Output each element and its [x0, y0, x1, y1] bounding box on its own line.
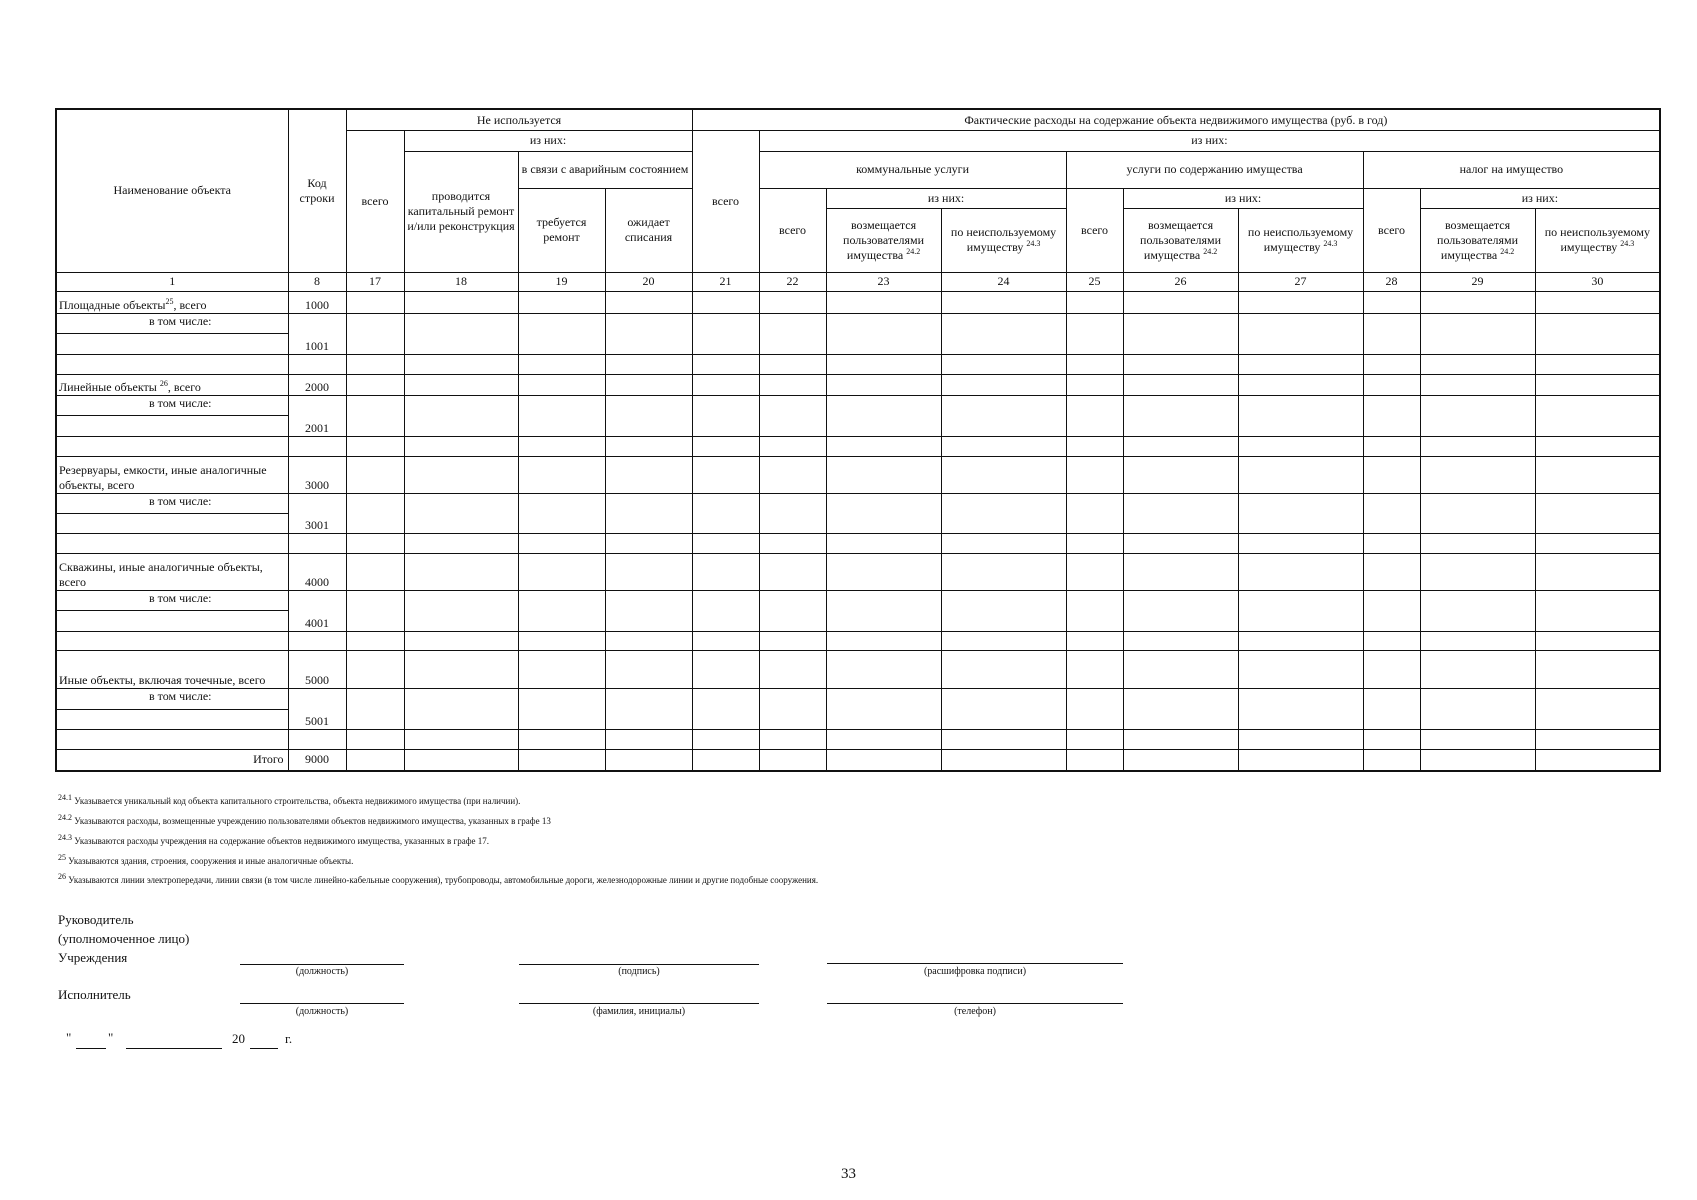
column-number: 20	[605, 272, 692, 292]
table-row	[56, 631, 1660, 651]
header-row-code: Код строки	[288, 109, 346, 272]
header-tax-unused: по неиспользуемому имуществу $^{24.3}$	[1535, 209, 1660, 273]
executor-position-caption: (должность)	[295, 1006, 349, 1017]
column-number: 1	[56, 272, 288, 292]
header-utilities: коммунальные услуги	[759, 151, 1066, 188]
signature-caption: (подпись)	[618, 966, 660, 977]
row-code: 2001	[288, 395, 346, 436]
header-maintenance-total: всего	[1066, 188, 1123, 272]
header-maintenance-of-them: из них:	[1123, 188, 1363, 209]
table-row	[56, 494, 1660, 514]
phone-line[interactable]	[827, 1003, 1123, 1004]
page-number: 33	[841, 1166, 856, 1182]
date-year-prefix: 20	[232, 1031, 245, 1046]
table-row	[56, 553, 1660, 590]
column-number: 19	[518, 272, 605, 292]
header-tax-reimbursed: возмещается пользователями имущества $^{24.2}$	[1420, 209, 1535, 273]
table-row	[56, 730, 1660, 750]
column-number: 23	[826, 272, 941, 292]
column-number: 8	[288, 272, 346, 292]
header-expenses-total: всего	[692, 131, 759, 273]
executor-name-line[interactable]	[519, 1003, 759, 1004]
header-utilities-of-them: из них:	[826, 188, 1066, 209]
table-row	[56, 436, 1660, 457]
header-not-used-total: всего	[346, 131, 404, 273]
column-number: 22	[759, 272, 826, 292]
column-number: 28	[1363, 272, 1420, 292]
column-number: 18	[404, 272, 518, 292]
footnote: $^{25}$ Указываются здания, строения, сооружения и иные аналогичные объекты.	[58, 853, 354, 866]
header-tax-of-them: из них:	[1420, 188, 1660, 209]
row-code: 4001	[288, 590, 346, 631]
signature-line[interactable]	[519, 964, 759, 965]
header-property-tax: налог на имущество	[1363, 151, 1660, 188]
footnote: $^{24.1}$ Указывается уникальный код объекта капитального строительства, объекта недвижимого имущества (при наличии).	[58, 793, 521, 806]
row-code: 5000	[288, 651, 346, 689]
header-emergency: в связи с аварийным состоянием	[518, 151, 692, 188]
row-label: Резервуары, емкости, иные аналогичные объекты, всего	[56, 457, 288, 494]
head-label: Руководитель (уполномоченное лицо) Учреждения	[58, 912, 190, 965]
row-code: 4000	[288, 553, 346, 590]
table-row	[56, 375, 1660, 396]
executor-position-line[interactable]	[240, 1003, 404, 1004]
header-tax-total: всего	[1363, 188, 1420, 272]
row-label-incl: в том числе:	[56, 494, 288, 514]
date-quote-open: "	[66, 1030, 72, 1045]
table-row	[56, 534, 1660, 554]
position-caption: (должность)	[295, 966, 349, 977]
header-expenses-of-them: из них:	[759, 131, 1660, 152]
date-year-suffix: г.	[285, 1031, 293, 1046]
footnote: $^{26}$ Указываются линии электропередачи, линии связи (в том числе линейно-кабельные сооружения), трубопроводы, автомобильные дороги, железнодорожные линии и другие подобные сооружения.	[58, 872, 819, 885]
column-number: 29	[1420, 272, 1535, 292]
row-label: Скважины, иные аналогичные объекты, всего	[56, 553, 288, 590]
row-code: 1000	[288, 292, 346, 314]
header-maintenance-reimbursed: возмещается пользователями имущества $^{24.2}$	[1123, 209, 1238, 273]
date-month-line[interactable]	[126, 1048, 222, 1049]
table-row	[56, 651, 1660, 689]
column-number: 30	[1535, 272, 1660, 292]
row-code: 2000	[288, 375, 346, 396]
position-line[interactable]	[240, 964, 404, 965]
table-row	[56, 354, 1660, 375]
table-row	[56, 590, 1660, 611]
date-day-line[interactable]	[76, 1048, 106, 1049]
header-object-name: Наименование объекта	[56, 109, 288, 272]
header-maintenance-unused: по неиспользуемому имуществу $^{24.3}$	[1238, 209, 1363, 273]
row-label-incl: в том числе:	[56, 395, 288, 416]
table-row	[56, 395, 1660, 416]
expenses-table	[55, 108, 1661, 772]
column-number: 27	[1238, 272, 1363, 292]
decryption-line[interactable]	[827, 963, 1123, 964]
decryption-caption: (расшифровка подписи)	[923, 966, 1027, 977]
header-actual-expenses: Фактические расходы на содержание объекта недвижимого имущества (руб. в год)	[692, 109, 1660, 131]
header-writeoff: ожидает списания	[605, 188, 692, 272]
row-label-incl: в том числе:	[56, 313, 288, 334]
footnote: $^{24.2}$ Указываются расходы, возмещенные учреждению пользователями объектов недвижимого имущества, указанных в графе 13	[58, 813, 551, 826]
header-not-used: Не используется	[346, 109, 692, 131]
table-row	[56, 292, 1660, 314]
header-utilities-reimbursed: возмещается пользователями имущества $^{24.2}$	[826, 209, 941, 273]
column-number: 24	[941, 272, 1066, 292]
row-label: Линейные объекты $^{26}$, всего	[56, 375, 288, 396]
header-repair-needed: требуется ремонт	[518, 188, 605, 272]
row-code: 1001	[288, 313, 346, 354]
column-number: 17	[346, 272, 404, 292]
date-quote-close: "	[108, 1030, 114, 1045]
executor-name-caption: (фамилия, инициалы)	[592, 1006, 686, 1017]
row-label: Площадные объекты$^{25}$, всего	[56, 292, 288, 314]
row-label-incl: в том числе:	[56, 590, 288, 611]
date-year-line[interactable]	[250, 1048, 278, 1049]
header-utilities-total: всего	[759, 188, 826, 272]
executor-label: Исполнитель	[58, 987, 131, 1002]
table-row	[56, 313, 1660, 334]
row-code: 3001	[288, 494, 346, 534]
row-code: 3000	[288, 457, 346, 494]
row-code: 5001	[288, 689, 346, 730]
table-row	[56, 689, 1660, 710]
row-label: Иные объекты, включая точечные, всего	[56, 651, 288, 689]
row-code: 9000	[288, 749, 346, 771]
row-label-incl: в том числе:	[56, 689, 288, 710]
header-utilities-unused: по неиспользуемому имуществу $^{24.3}$	[941, 209, 1066, 273]
column-numbers-row	[56, 272, 1660, 292]
header-maintenance: услуги по содержанию имущества	[1066, 151, 1363, 188]
header-capital-repair: проводится капитальный ремонт и/или реконструкция	[404, 151, 518, 272]
footnote: $^{24.3}$ Указываются расходы учреждения на содержание объектов недвижимого имущества, указанных в графе 17.	[58, 833, 490, 846]
table-row	[56, 457, 1660, 494]
total-label: Итого	[56, 749, 288, 771]
column-number: 21	[692, 272, 759, 292]
header-not-used-of-them: из них:	[404, 131, 692, 152]
total-row	[56, 749, 1660, 771]
column-number: 25	[1066, 272, 1123, 292]
column-number: 26	[1123, 272, 1238, 292]
phone-caption: (телефон)	[954, 1006, 996, 1017]
